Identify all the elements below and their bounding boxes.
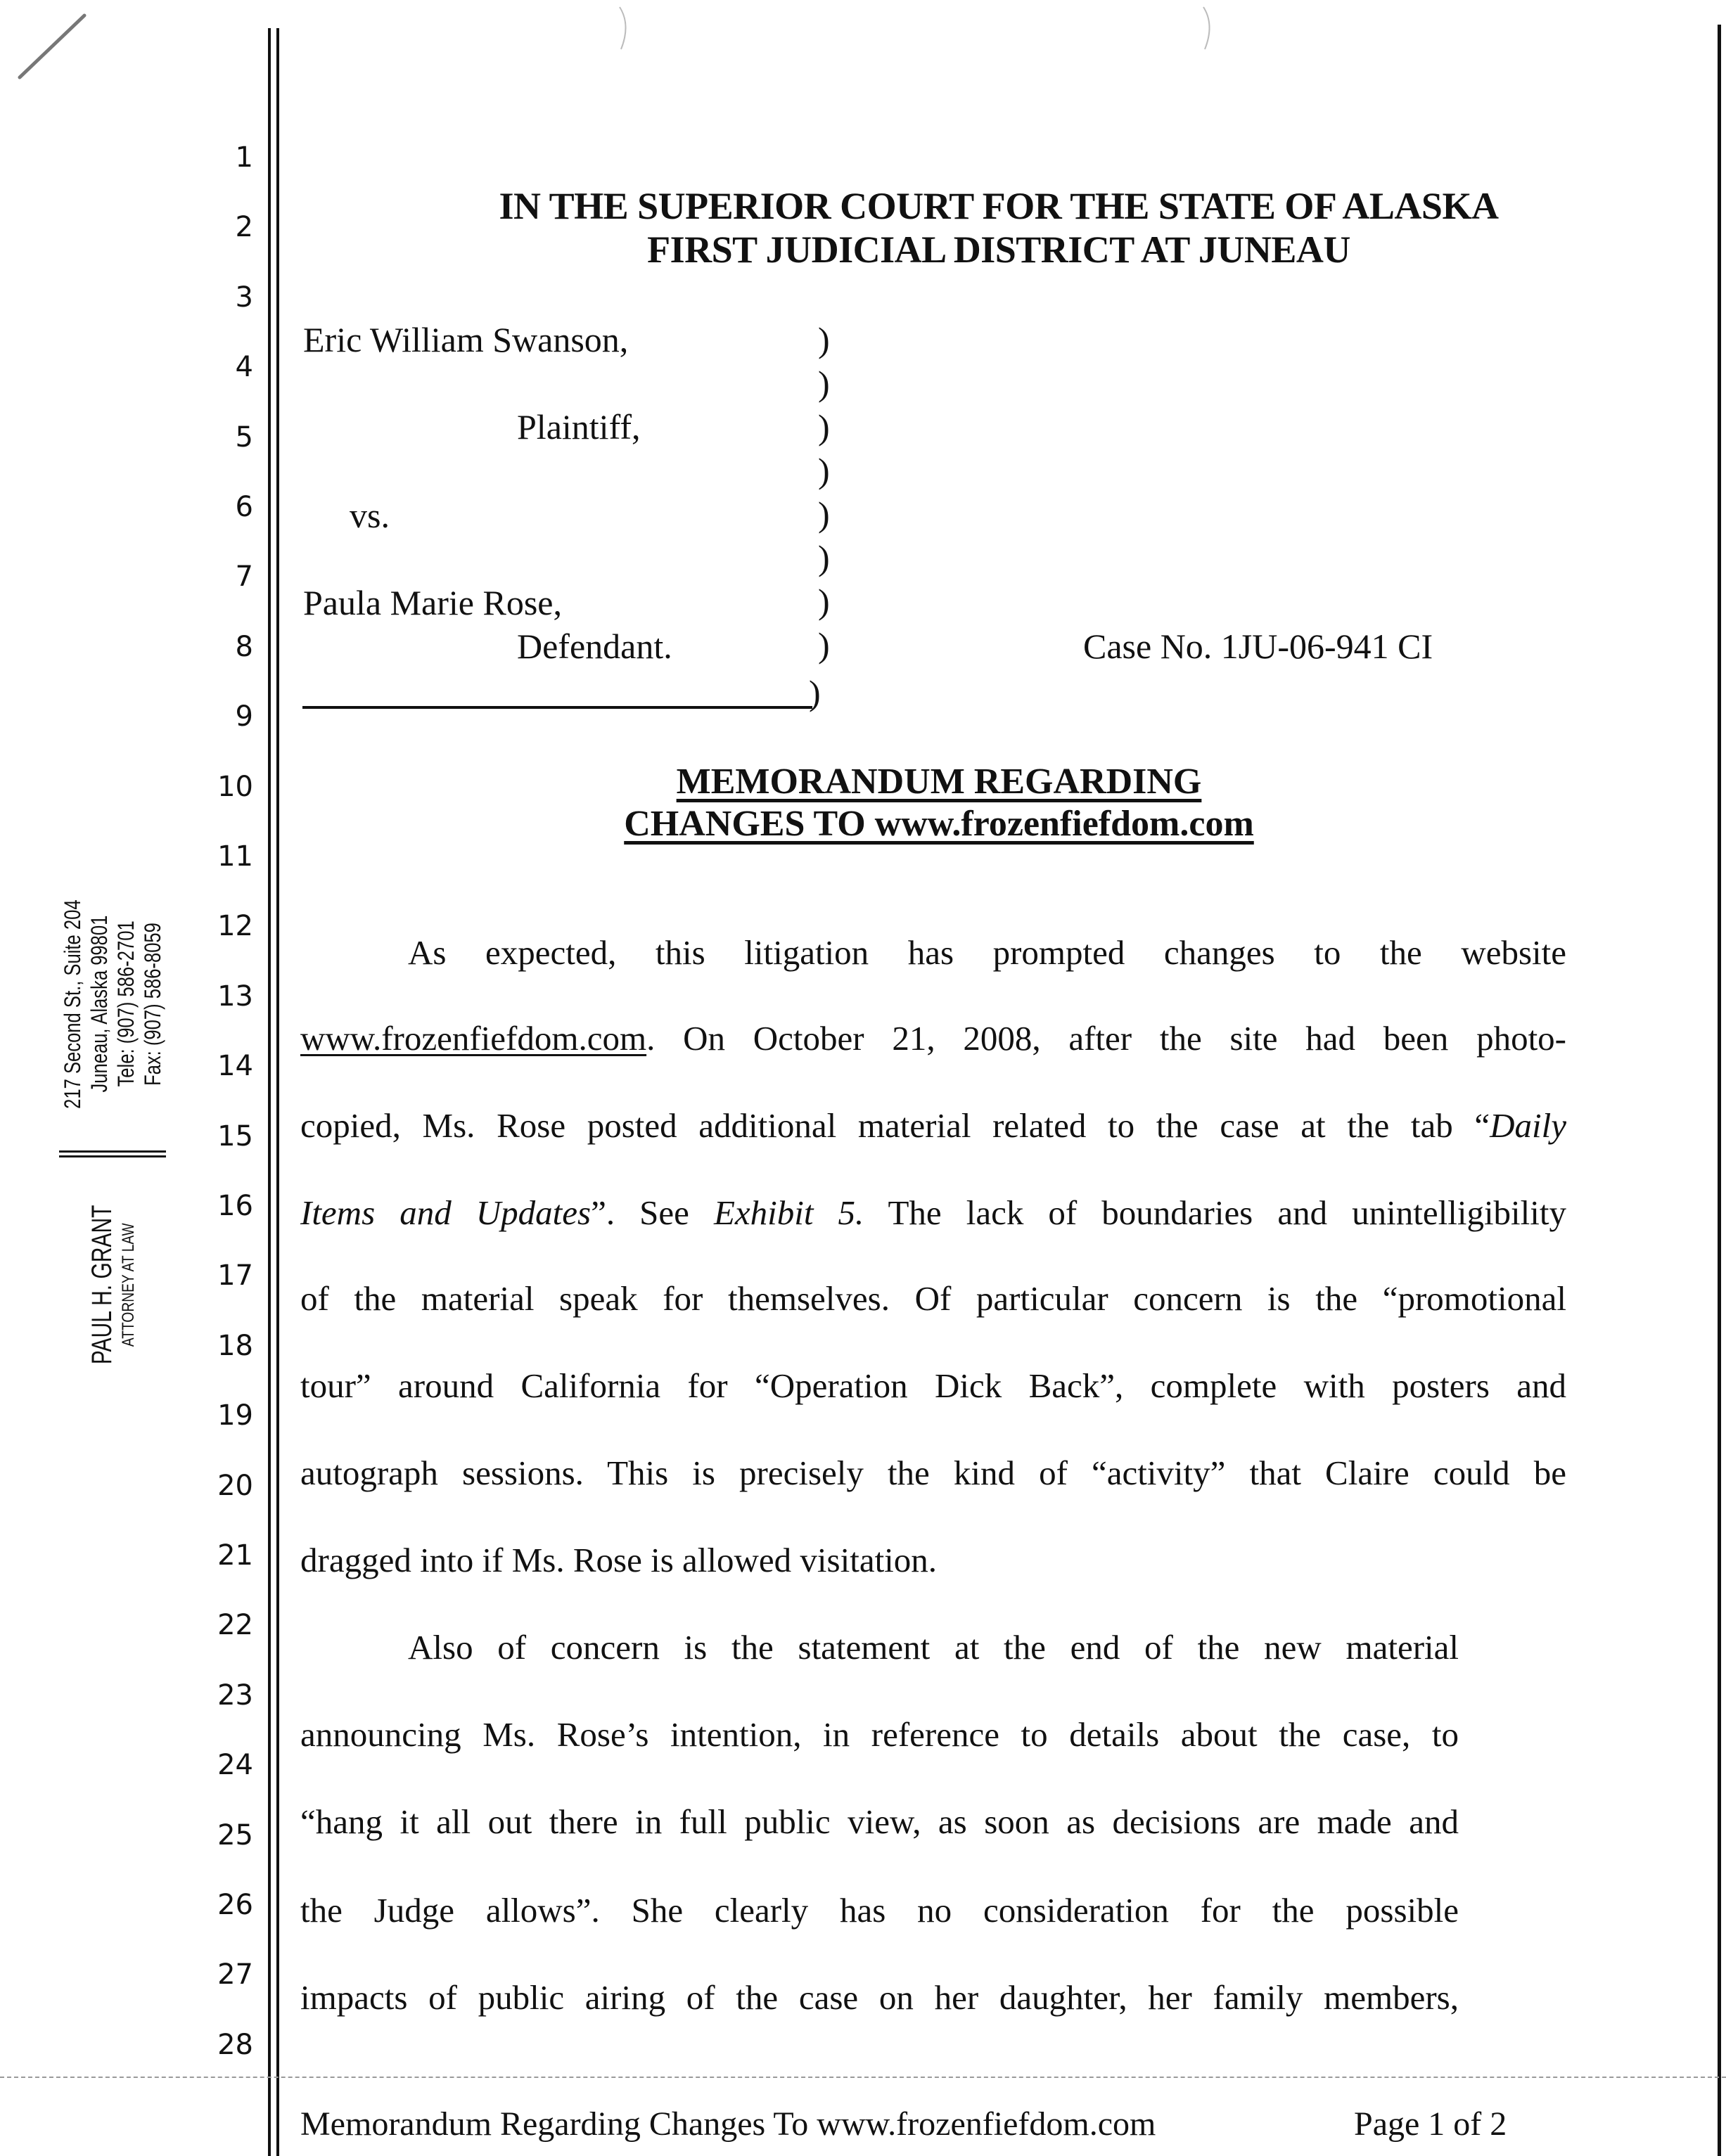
caption-paren-closing: )	[809, 673, 821, 712]
exhibit-reference: Exhibit 5.	[713, 1193, 864, 1232]
body-text: of the material speak for themselves. Of particular concern is the “promotional	[300, 1279, 1566, 1318]
plaintiff-name: Eric William Swanson,	[303, 320, 629, 359]
caption-paren: )	[818, 320, 830, 359]
caption-underline	[302, 706, 812, 709]
body-text: impacts of public airing of the case on her daughter, her family members,	[300, 1978, 1459, 2017]
memo-title-line2-text: CHANGES TO www.frozenfiefdom.com	[624, 804, 1254, 844]
defendant-label: Defendant.	[517, 627, 672, 666]
body-text: announcing Ms. Rose’s intention, in reference to details about the case, to	[300, 1715, 1459, 1754]
line-number: 24	[217, 1749, 253, 1782]
caption-paren: )	[818, 582, 830, 621]
line-number: 5	[235, 421, 253, 454]
fax: Fax: (907) 586-8059	[140, 922, 165, 1086]
line-number: 17	[217, 1259, 253, 1292]
line-number: 22	[217, 1609, 253, 1642]
body-text-italic: Daily	[1490, 1106, 1566, 1145]
court-heading-line2: FIRST JUDICIAL DISTRICT AT JUNEAU	[647, 229, 1350, 271]
footer-title: Memorandum Regarding Changes To www.frozenfiefdom.com	[300, 2105, 1156, 2143]
caption-paren: )	[818, 625, 830, 665]
body-p1-line1	[408, 935, 1566, 970]
body-p1-line5	[300, 1281, 1566, 1316]
body-p1-line8	[300, 1543, 1566, 1578]
letterhead-divider	[59, 1150, 166, 1153]
caption-paren: )	[818, 364, 830, 403]
firm-title: ATTORNEY AT LAW	[119, 1223, 138, 1347]
letterhead-rotated	[59, 873, 166, 1391]
body-p2-line3	[300, 1804, 1459, 1840]
letterhead-divider	[59, 1155, 166, 1157]
body-text: copied, Ms. Rose posted additional material related to the case at the tab “	[300, 1106, 1490, 1145]
body-text-italic: Items and Updates	[300, 1193, 592, 1232]
memo-title-line2	[281, 803, 1597, 845]
line-number: 10	[217, 770, 253, 803]
versus: vs.	[350, 496, 390, 535]
caption-paren: )	[818, 407, 830, 447]
line-number: 11	[217, 840, 253, 873]
caption-paren: )	[818, 538, 830, 577]
body-p1-line4	[300, 1195, 1566, 1231]
body-p2-line5	[300, 1980, 1459, 2015]
body-text: ”. See	[591, 1193, 714, 1232]
line-number: 21	[217, 1539, 253, 1572]
line-number: 18	[217, 1329, 253, 1362]
body-p1-line2	[300, 1021, 1566, 1056]
punch-hole-mark	[1199, 4, 1220, 53]
line-number: 13	[217, 980, 253, 1013]
line-number: 16	[217, 1190, 253, 1222]
body-text: . On October 21, 2008, after the site had been photo-	[646, 1019, 1566, 1058]
footer-divider	[0, 2077, 1726, 2078]
line-number: 26	[217, 1889, 253, 1921]
line-number: 3	[235, 281, 253, 314]
body-text: Also of concern is the statement at the end of the new material	[408, 1628, 1459, 1667]
line-number: 1	[235, 141, 253, 174]
line-number: 7	[235, 560, 253, 593]
line-number: 9	[235, 700, 253, 733]
body-text: dragged into if Ms. Rose is allowed visitation.	[300, 1541, 938, 1579]
body-text: “hang it all out there in full public view, as soon as decisions are made and	[300, 1802, 1459, 1841]
court-heading-line1: IN THE SUPERIOR COURT FOR THE STATE OF ALASKA	[499, 185, 1499, 227]
attorney-letterhead	[7, 899, 218, 1365]
body-p1-line6	[300, 1368, 1566, 1404]
line-number: 2	[235, 211, 253, 244]
footer-page-number: Page 1 of 2	[1354, 2105, 1507, 2143]
right-margin-rule	[1718, 25, 1721, 2156]
caption-paren: )	[818, 494, 830, 534]
website-link[interactable]: www.frozenfiefdom.com	[300, 1019, 647, 1058]
line-number: 19	[217, 1399, 253, 1432]
body-text: autograph sessions. This is precisely the kind of “activity” that Claire could be	[300, 1454, 1566, 1492]
body-text: As expected, this litigation has prompted changes to the website	[408, 933, 1566, 972]
line-number: 28	[217, 2028, 253, 2061]
caption-paren: )	[818, 451, 830, 490]
line-number: 4	[235, 351, 253, 384]
body-p2-line4	[300, 1893, 1459, 1928]
case-number: Case No. 1JU-06-941 CI	[1083, 627, 1433, 666]
staple-mark-icon	[14, 7, 91, 84]
left-margin-rule	[268, 28, 271, 2156]
body-p1-line7	[300, 1456, 1566, 1491]
line-number: 8	[235, 630, 253, 663]
line-number: 20	[217, 1469, 253, 1502]
firm-name: PAUL H. GRANT	[87, 1205, 117, 1365]
body-text: tour” around California for “Operation Dick Back”, complete with posters and	[300, 1366, 1566, 1405]
body-p1-line3	[300, 1108, 1566, 1143]
telephone: Tele: (907) 586-2701	[113, 920, 139, 1087]
memo-title-line1	[281, 761, 1597, 803]
address-city: Juneau, Alaska 99801	[87, 915, 112, 1093]
punch-hole-mark	[615, 4, 637, 53]
body-text: The lack of boundaries and unintelligibility	[864, 1193, 1567, 1232]
line-number: 12	[217, 910, 253, 943]
line-number: 6	[235, 491, 253, 523]
body-p2-line1	[408, 1630, 1459, 1665]
line-number: 23	[217, 1679, 253, 1712]
body-p2-line2	[300, 1717, 1459, 1752]
left-margin-rule	[276, 28, 279, 2156]
line-number: 14	[217, 1050, 253, 1083]
body-text: the Judge allows”. She clearly has no consideration for the possible	[300, 1891, 1459, 1930]
line-number: 25	[217, 1818, 253, 1852]
defendant-name: Paula Marie Rose,	[303, 583, 562, 622]
memo-title-line1-text: MEMORANDUM REGARDING	[676, 762, 1202, 802]
plaintiff-label: Plaintiff,	[517, 407, 641, 447]
line-number: 15	[217, 1119, 253, 1153]
address-street: 217 Second St., Suite 204	[60, 899, 85, 1109]
line-number: 27	[217, 1958, 253, 1991]
